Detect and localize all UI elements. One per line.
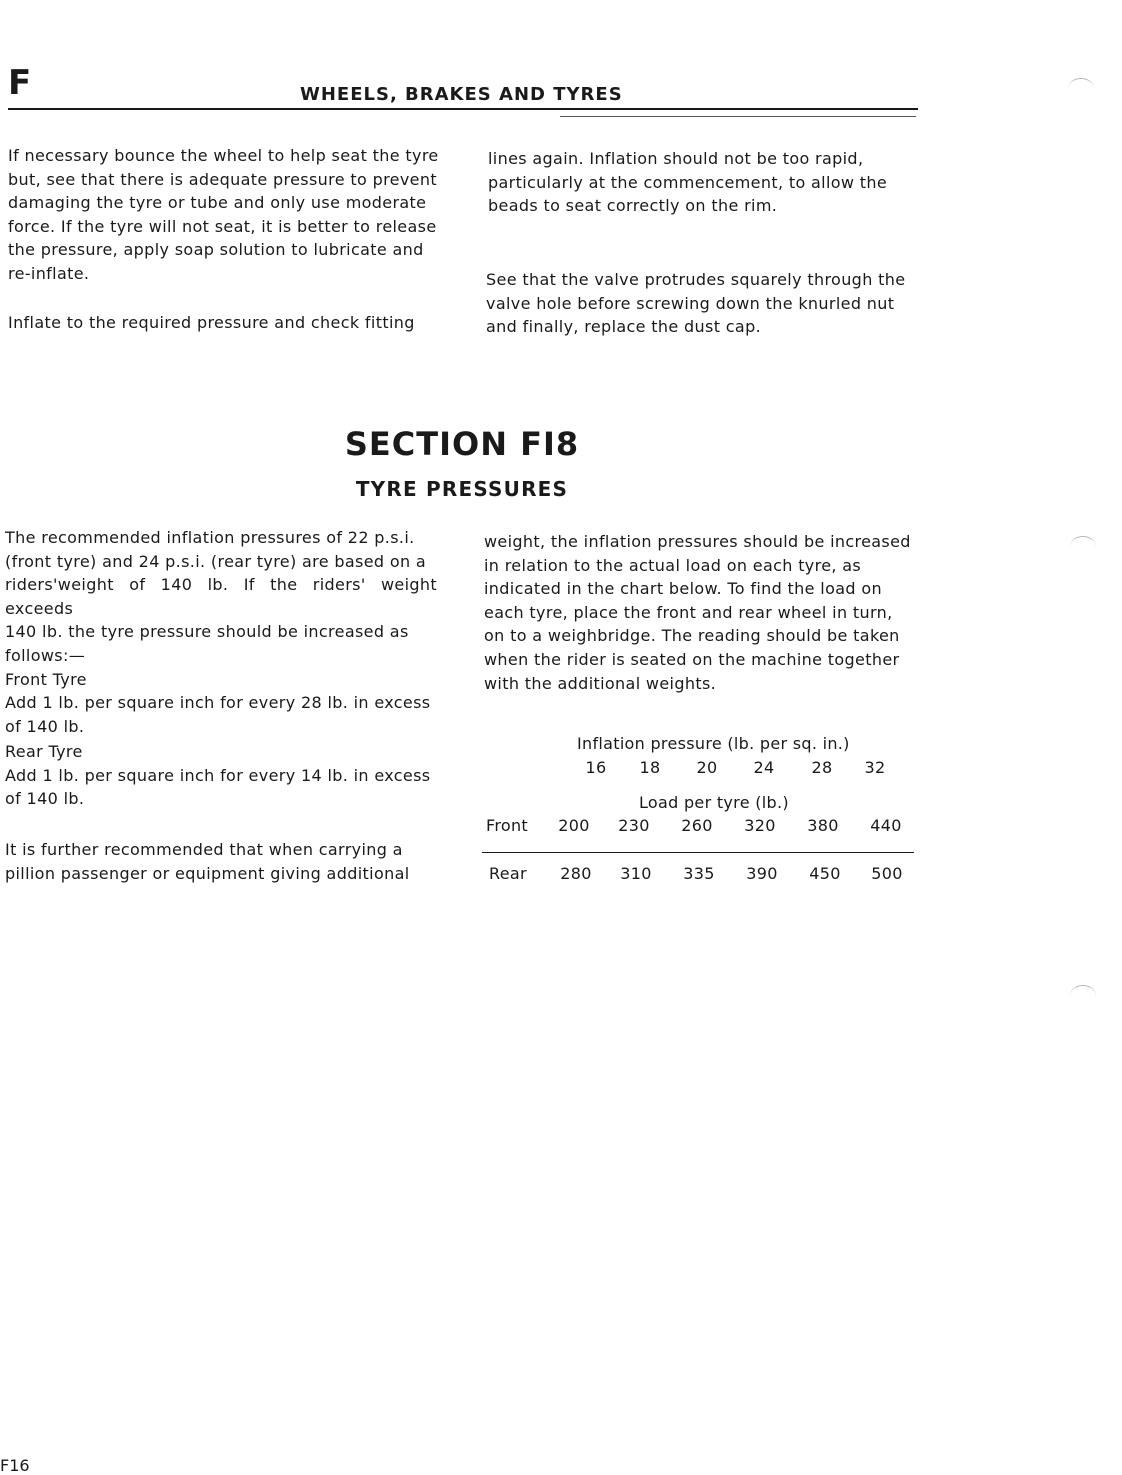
pressure-value: 32: [864, 758, 886, 777]
load-value: 500: [871, 864, 903, 883]
scan-edge-mark: [1070, 536, 1096, 557]
load-value: 310: [620, 864, 652, 883]
pressure-value: 18: [639, 758, 661, 777]
load-value: 230: [618, 816, 650, 835]
paragraph-seat-tyre: If necessary bounce the wheel to help seat the tyre but, see that there is adequate pressure to prevent damaging the tyre or tube and only use moderate force. If the tyre will not seat, it is better to release the pressure, apply soap solution to lubricate and re-inflate.: [8, 146, 439, 283]
load-value: 440: [870, 816, 902, 835]
header-rule: [8, 108, 918, 110]
load-value: 390: [746, 864, 778, 883]
paragraph-pillion: It is further recommended that when carrying a pillion passenger or equipment giving additional: [5, 840, 410, 883]
paragraph-inflate: Inflate to the required pressure and check fitting: [8, 313, 415, 332]
row-label-rear: Rear: [489, 864, 527, 883]
load-label: Load per tyre (lb.): [639, 793, 789, 812]
paragraph-inflation-rate: lines again. Inflation should not be too rapid, particularly at the commencement, to allow the beads to seat correctly on the rim.: [488, 149, 888, 216]
load-value: 450: [809, 864, 841, 883]
section-letter: F: [8, 63, 32, 103]
chapter-title: WHEELS, BRAKES AND TYRES: [300, 84, 623, 105]
pressure-value: 20: [696, 758, 718, 777]
load-value: 280: [560, 864, 592, 883]
paragraph-rear-tyre: Rear Tyre Add 1 lb. per square inch for every 14 lb. in excess of 140 lb.: [5, 742, 431, 809]
paragraph-valve: See that the valve protrudes squarely through the valve hole before screwing down the knurled nut and finally, replace the dust cap.: [486, 270, 906, 337]
row-label-front: Front: [486, 816, 528, 835]
load-value: 380: [807, 816, 839, 835]
header-rule-secondary: [560, 116, 916, 117]
scan-edge-mark: [1068, 78, 1094, 99]
scan-edge-mark: [1070, 985, 1096, 1006]
pressure-value: 16: [585, 758, 607, 777]
table-divider: [482, 852, 914, 853]
table-header-label: Inflation pressure (lb. per sq. in.): [577, 734, 850, 753]
pressure-value: 24: [753, 758, 775, 777]
load-value: 335: [683, 864, 715, 883]
pressure-value: 28: [811, 758, 833, 777]
page-number: F16: [0, 1456, 30, 1475]
load-value: 320: [744, 816, 776, 835]
paragraph-recommended-pressures: The recommended inflation pressures of 22 p.s.i. (front tyre) and 24 p.s.i. (rear tyre) are based on a riders'weight of 140 lb. If the riders' weight exceeds 140 lb. the tyre pressure should be increased as follows:— Front Tyre Add 1 lb. per square inch for every 28 lb. in excess of 140 lb.: [5, 528, 437, 736]
load-value: 200: [558, 816, 590, 835]
paragraph-weighbridge: weight, the inflation pressures should be increased in relation to the actual load on each tyre, as indicated in the chart below. To find the load on each tyre, place the front and rear wheel in turn, on to a weighbridge. The reading should be taken when the rider is seated on the machine together with the additional weights.: [484, 532, 911, 693]
section-subheading: TYRE PRESSURES: [355, 477, 569, 501]
section-heading: SECTION FI8: [344, 425, 580, 463]
load-value: 260: [681, 816, 713, 835]
